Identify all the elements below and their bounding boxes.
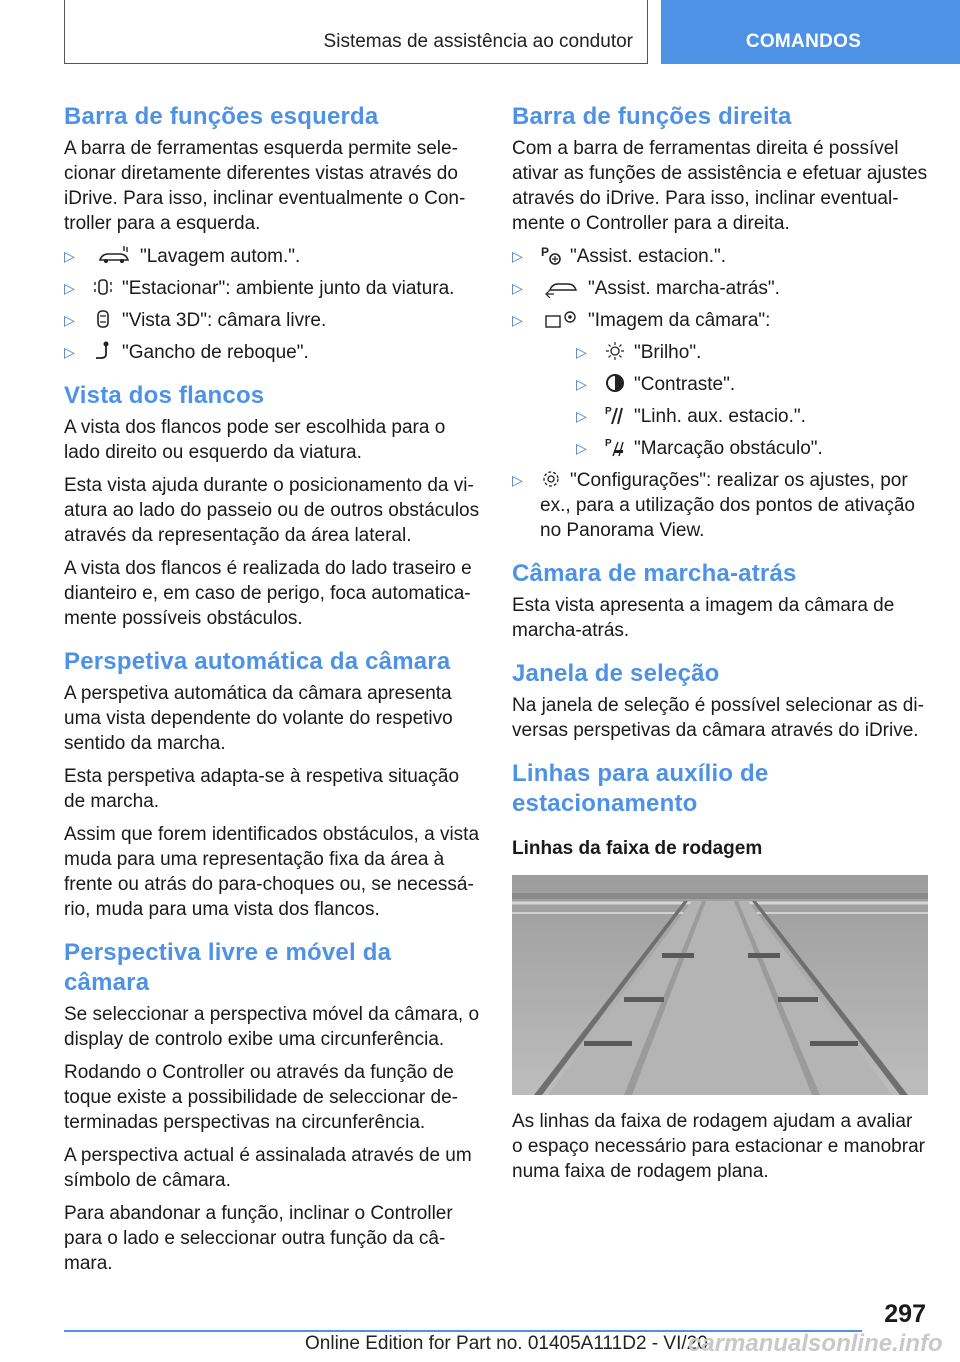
paragraph: Se seleccionar a perspectiva móvel da câmara, o display de controlo exibe uma circunferência. [64, 1004, 480, 1050]
page-header [0, 0, 960, 66]
paragraph: A barra de ferramentas esquerda permite selecionar diretamente diferentes vistas através do iDrive. Para isso, inclinar eventualmente o Controller para a esquerda. [64, 138, 466, 234]
section-heading: Barra de funções direita [512, 103, 792, 130]
paragraph: Esta perspetiva adapta-se à respetiva situação de marcha. [64, 766, 460, 812]
section-left-function-bar [64, 102, 482, 365]
bullet-triangle-icon: ▷ [64, 312, 75, 328]
lane-lines-illustration [512, 875, 928, 1095]
list-item-text: "Configurações": realizar os ajustes, por ex., para a utilização dos pontos de ativação no Panorama View. [540, 470, 915, 541]
paragraph: Esta vista ajuda durante o posicionamento da viatura ao lado do passeio ou de outros obstáculos através da representação da área lateral. [64, 475, 480, 546]
section-heading: Linhas para auxílio de estacionamento [512, 760, 769, 817]
section-reversing-camera [512, 559, 928, 643]
section-side-view [64, 381, 482, 631]
paragraph: Rodando o Controller ou através da função de toque existe a possibilidade de seleccionar determinadas perspectivas na circunferência. [64, 1062, 458, 1133]
list-item-text: "Assist. estacion.". [570, 246, 727, 267]
section-parking-lines [512, 759, 928, 1184]
section-tab-label: COMANDOS [745, 31, 862, 52]
3d-view-icon [92, 308, 114, 330]
parking-surroundings-icon [92, 276, 114, 298]
list-item-text: "Gancho de reboque". [122, 342, 309, 363]
paragraph: A perspetiva automática da câmara apresenta uma vista dependente do volante do respetivo sentido da marcha. [64, 683, 453, 754]
list-item [576, 404, 928, 429]
list-item [64, 308, 482, 333]
bullet-triangle-icon: ▷ [512, 472, 523, 488]
bullet-triangle-icon: ▷ [512, 248, 523, 264]
list-item [512, 308, 928, 461]
list-item [64, 276, 482, 301]
bullet-list [64, 244, 482, 365]
bullet-triangle-icon: ▷ [576, 408, 587, 424]
bullet-triangle-icon: ▷ [64, 280, 75, 296]
section-selection-window [512, 659, 928, 743]
left-column [64, 102, 482, 1284]
section-right-function-bar [512, 102, 928, 543]
section-heading: Perspectiva livre e móvel da câmara [64, 939, 392, 996]
paragraph: A perspectiva actual é assinalada através de um símbolo de câmara. [64, 1145, 472, 1191]
obstacle-marking-icon [604, 436, 626, 458]
list-item-text: "Lavagem autom.". [140, 246, 301, 267]
chapter-title: Sistemas de assistência ao condutor [323, 31, 633, 52]
brightness-icon [604, 340, 626, 362]
gear-icon [540, 468, 562, 490]
camera-image-settings-icon [544, 308, 580, 330]
list-item-text: "Assist. marcha-atrás". [588, 278, 780, 299]
section-free-camera [64, 938, 482, 1276]
bullet-triangle-icon: ▷ [64, 344, 75, 360]
parking-lines-icon [604, 404, 626, 426]
list-item-text: "Linh. aux. estacio.". [634, 406, 806, 427]
list-item [64, 244, 482, 269]
bullet-triangle-icon: ▷ [512, 280, 523, 296]
paragraph: Com a barra de ferramentas direita é possível ativar as funções de assistência e efetuar ajustes através do iDrive. Para isso, inclinar eventualmente o Controller para a direita. [512, 138, 928, 234]
paragraph: A vista dos flancos é realizada do lado traseiro e dianteiro e, em caso de perigo, foca automaticamente possíveis obstáculos. [64, 558, 472, 629]
section-heading: Câmara de marcha-atrás [512, 560, 797, 587]
list-item-text: "Brilho". [634, 342, 702, 363]
svg-text:P: P [541, 245, 550, 259]
section-auto-camera [64, 647, 482, 922]
list-item [512, 244, 928, 269]
paragraph: Para abandonar a função, inclinar o Controller para o lado e seleccionar outra função da câmara. [64, 1203, 453, 1274]
svg-text:P: P [605, 438, 612, 449]
paragraph: A vista dos flancos pode ser escolhida para o lado direito ou esquerdo da viatura. [64, 417, 446, 463]
section-heading: Janela de seleção [512, 660, 720, 687]
list-item [512, 276, 928, 301]
reversing-assist-icon [544, 276, 580, 298]
list-item-text: "Estacionar": ambiente junto da viatura. [122, 278, 455, 299]
bullet-triangle-icon: ▷ [576, 440, 587, 456]
car-wash-icon [96, 244, 132, 266]
tow-hitch-icon [92, 340, 114, 362]
lane-lines-graphic [512, 875, 928, 1095]
bullet-triangle-icon: ▷ [512, 312, 523, 328]
bullet-triangle-icon: ▷ [576, 344, 587, 360]
list-item [576, 436, 928, 461]
list-item [64, 340, 482, 365]
subsection-heading: Linhas da faixa de rodagem [512, 838, 763, 859]
section-tab [661, 0, 960, 64]
list-item [576, 372, 928, 397]
sub-bullet-list [540, 340, 928, 461]
section-heading: Perspetiva automática da câmara [64, 648, 451, 675]
list-item-text: "Marcação obstáculo". [634, 438, 823, 459]
section-heading: Vista dos flancos [64, 382, 265, 409]
page-number: 297 [884, 1300, 926, 1328]
contrast-icon [604, 372, 626, 394]
section-heading: Barra de funções esquerda [64, 103, 379, 130]
paragraph: Assim que forem identificados obstáculos, a vista muda para uma representação fixa da área à frente ou atrás do para-choques ou, se necessário, muda para uma vista dos flancos. [64, 824, 480, 920]
list-item-text: "Contraste". [634, 374, 736, 395]
list-item [576, 340, 928, 365]
chapter-title-box [64, 0, 648, 64]
paragraph: Esta vista apresenta a imagem da câmara de marcha-atrás. [512, 595, 895, 641]
right-column [512, 102, 928, 1192]
list-item-text: "Vista 3D": câmara livre. [122, 310, 327, 331]
edition-text: Online Edition for Part no. 01405A111D2 - VI/20 [305, 1333, 708, 1354]
svg-text:P: P [605, 406, 612, 417]
bullet-list [512, 244, 928, 543]
paragraph: As linhas da faixa de rodagem ajudam a avaliar o espaço necessário para estacionar e manobrar numa faixa de rodagem plana. [512, 1111, 925, 1182]
watermark: carmanualsonline.info [688, 1330, 943, 1357]
list-item [512, 468, 928, 543]
list-item-text: "Imagem da câmara": [588, 310, 771, 331]
bullet-triangle-icon: ▷ [576, 376, 587, 392]
bullet-triangle-icon: ▷ [64, 248, 75, 264]
park-assist-icon [540, 244, 562, 266]
paragraph: Na janela de seleção é possível selecionar as diversas perspetivas da câmara através do iDrive. [512, 695, 924, 741]
